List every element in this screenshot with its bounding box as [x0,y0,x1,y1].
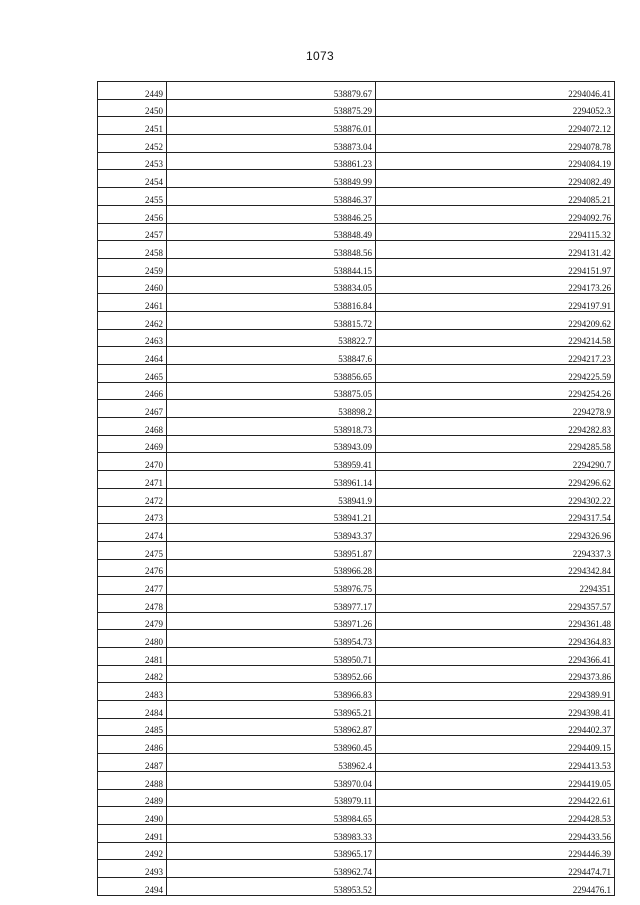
point-number-cell: 2483 [98,683,167,701]
table-row [98,789,615,807]
point-number-cell: 2489 [98,789,167,807]
y-coordinate-cell: 2294342.84 [376,559,615,577]
x-coordinate-cell: 538822.7 [167,329,376,347]
table-row [98,807,615,825]
point-number-cell: 2490 [98,807,167,825]
table-row [98,612,615,630]
y-coordinate-cell: 2294398.41 [376,701,615,719]
point-number-cell: 2457 [98,223,167,241]
point-number-cell: 2462 [98,311,167,329]
point-number-cell: 2493 [98,860,167,878]
table-row [98,683,615,701]
point-number-cell: 2465 [98,365,167,383]
x-coordinate-cell: 538966.83 [167,683,376,701]
table-row [98,223,615,241]
x-coordinate-cell: 538941.21 [167,506,376,524]
y-coordinate-cell: 2294278.9 [376,400,615,418]
point-number-cell: 2461 [98,294,167,312]
y-coordinate-cell: 2294422.61 [376,789,615,807]
x-coordinate-cell: 538876.01 [167,117,376,135]
y-coordinate-cell: 2294085.21 [376,188,615,206]
point-number-cell: 2481 [98,648,167,666]
table-row [98,435,615,453]
table-row [98,860,615,878]
point-number-cell: 2477 [98,577,167,595]
y-coordinate-cell: 2294302.22 [376,488,615,506]
x-coordinate-cell: 538984.65 [167,807,376,825]
table-row [98,506,615,524]
y-coordinate-cell: 2294433.56 [376,824,615,842]
table-row [98,736,615,754]
y-coordinate-cell: 2294082.49 [376,170,615,188]
point-number-cell: 2455 [98,188,167,206]
table-row [98,205,615,223]
table-row [98,294,615,312]
x-coordinate-cell: 538951.87 [167,541,376,559]
x-coordinate-cell: 538970.04 [167,771,376,789]
table-row [98,311,615,329]
point-number-cell: 2471 [98,471,167,489]
x-coordinate-cell: 538983.33 [167,824,376,842]
table-row [98,258,615,276]
x-coordinate-cell: 538941.9 [167,488,376,506]
x-coordinate-cell: 538961.14 [167,471,376,489]
y-coordinate-cell: 2294225.59 [376,365,615,383]
table-row [98,365,615,383]
y-coordinate-cell: 2294474.71 [376,860,615,878]
point-number-cell: 2463 [98,329,167,347]
point-number-cell: 2472 [98,488,167,506]
x-coordinate-cell: 538965.17 [167,842,376,860]
x-coordinate-cell: 538959.41 [167,453,376,471]
x-coordinate-cell: 538979.11 [167,789,376,807]
point-number-cell: 2479 [98,612,167,630]
table-row [98,418,615,436]
y-coordinate-cell: 2294131.42 [376,241,615,259]
point-number-cell: 2486 [98,736,167,754]
y-coordinate-cell: 2294364.83 [376,630,615,648]
x-coordinate-cell: 538815.72 [167,311,376,329]
table-row [98,99,615,117]
y-coordinate-cell: 2294409.15 [376,736,615,754]
x-coordinate-cell: 538971.26 [167,612,376,630]
point-number-cell: 2467 [98,400,167,418]
point-number-cell: 2454 [98,170,167,188]
x-coordinate-cell: 538847.6 [167,347,376,365]
x-coordinate-cell: 538844.15 [167,258,376,276]
point-number-cell: 2488 [98,771,167,789]
y-coordinate-cell: 2294072.12 [376,117,615,135]
table-row [98,453,615,471]
y-coordinate-cell: 2294326.96 [376,524,615,542]
y-coordinate-cell: 2294389.91 [376,683,615,701]
y-coordinate-cell: 2294052.3 [376,99,615,117]
y-coordinate-cell: 2294092.76 [376,205,615,223]
y-coordinate-cell: 2294361.48 [376,612,615,630]
table-row [98,152,615,170]
table-row [98,471,615,489]
y-coordinate-cell: 2294078.78 [376,135,615,153]
x-coordinate-cell: 538848.49 [167,223,376,241]
y-coordinate-cell: 2294351 [376,577,615,595]
y-coordinate-cell: 2294428.53 [376,807,615,825]
point-number-cell: 2470 [98,453,167,471]
table-body [98,82,615,896]
y-coordinate-cell: 2294285.58 [376,435,615,453]
table-row [98,170,615,188]
table-row [98,382,615,400]
y-coordinate-cell: 2294084.19 [376,152,615,170]
y-coordinate-cell: 2294254.26 [376,382,615,400]
x-coordinate-cell: 538953.52 [167,877,376,895]
table-row [98,329,615,347]
point-number-cell: 2480 [98,630,167,648]
table-row [98,701,615,719]
x-coordinate-cell: 538898.2 [167,400,376,418]
point-number-cell: 2478 [98,594,167,612]
table-row [98,665,615,683]
point-number-cell: 2452 [98,135,167,153]
x-coordinate-cell: 538849.99 [167,170,376,188]
y-coordinate-cell: 2294290.7 [376,453,615,471]
y-coordinate-cell: 2294366.41 [376,648,615,666]
y-coordinate-cell: 2294419.05 [376,771,615,789]
x-coordinate-cell: 538943.37 [167,524,376,542]
table-row [98,718,615,736]
point-number-cell: 2492 [98,842,167,860]
y-coordinate-cell: 2294151.97 [376,258,615,276]
point-number-cell: 2458 [98,241,167,259]
table-row [98,82,615,100]
y-coordinate-cell: 2294337.3 [376,541,615,559]
x-coordinate-cell: 538962.74 [167,860,376,878]
y-coordinate-cell: 2294357.57 [376,594,615,612]
x-coordinate-cell: 538873.04 [167,135,376,153]
point-number-cell: 2487 [98,754,167,772]
y-coordinate-cell: 2294214.58 [376,329,615,347]
point-number-cell: 2453 [98,152,167,170]
x-coordinate-cell: 538966.28 [167,559,376,577]
table-row [98,135,615,153]
point-number-cell: 2476 [98,559,167,577]
x-coordinate-cell: 538861.23 [167,152,376,170]
x-coordinate-cell: 538950.71 [167,648,376,666]
y-coordinate-cell: 2294413.53 [376,754,615,772]
point-number-cell: 2451 [98,117,167,135]
table-row [98,117,615,135]
y-coordinate-cell: 2294373.86 [376,665,615,683]
x-coordinate-cell: 538875.29 [167,99,376,117]
table-row [98,559,615,577]
table-row [98,594,615,612]
point-number-cell: 2473 [98,506,167,524]
point-number-cell: 2491 [98,824,167,842]
x-coordinate-cell: 538976.75 [167,577,376,595]
point-number-cell: 2456 [98,205,167,223]
point-number-cell: 2484 [98,701,167,719]
point-number-cell: 2482 [98,665,167,683]
x-coordinate-cell: 538848.56 [167,241,376,259]
table-row [98,824,615,842]
point-number-cell: 2469 [98,435,167,453]
x-coordinate-cell: 538977.17 [167,594,376,612]
point-number-cell: 2449 [98,82,167,100]
x-coordinate-cell: 538965.21 [167,701,376,719]
table-row [98,648,615,666]
y-coordinate-cell: 2294317.54 [376,506,615,524]
point-number-cell: 2485 [98,718,167,736]
table-row [98,347,615,365]
x-coordinate-cell: 538918.73 [167,418,376,436]
point-number-cell: 2450 [98,99,167,117]
table-row [98,241,615,259]
y-coordinate-cell: 2294446.39 [376,842,615,860]
table-row [98,842,615,860]
x-coordinate-cell: 538816.84 [167,294,376,312]
y-coordinate-cell: 2294173.26 [376,276,615,294]
point-number-cell: 2475 [98,541,167,559]
y-coordinate-cell: 2294402.37 [376,718,615,736]
y-coordinate-cell: 2294296.62 [376,471,615,489]
x-coordinate-cell: 538846.37 [167,188,376,206]
y-coordinate-cell: 2294476.1 [376,877,615,895]
point-number-cell: 2464 [98,347,167,365]
point-number-cell: 2468 [98,418,167,436]
x-coordinate-cell: 538875.05 [167,382,376,400]
y-coordinate-cell: 2294209.62 [376,311,615,329]
table-row [98,771,615,789]
y-coordinate-cell: 2294046.41 [376,82,615,100]
x-coordinate-cell: 538962.87 [167,718,376,736]
point-number-cell: 2459 [98,258,167,276]
x-coordinate-cell: 538879.67 [167,82,376,100]
x-coordinate-cell: 538943.09 [167,435,376,453]
x-coordinate-cell: 538834.05 [167,276,376,294]
x-coordinate-cell: 538952.66 [167,665,376,683]
y-coordinate-cell: 2294282.83 [376,418,615,436]
point-number-cell: 2466 [98,382,167,400]
page-number: 1073 [306,49,334,63]
point-number-cell: 2460 [98,276,167,294]
table-row [98,754,615,772]
table-row [98,877,615,895]
table-row [98,488,615,506]
table-row [98,577,615,595]
x-coordinate-cell: 538962.4 [167,754,376,772]
table-row [98,188,615,206]
table-row [98,541,615,559]
point-number-cell: 2494 [98,877,167,895]
table-row [98,400,615,418]
y-coordinate-cell: 2294115.32 [376,223,615,241]
y-coordinate-cell: 2294217.23 [376,347,615,365]
x-coordinate-cell: 538846.25 [167,205,376,223]
point-number-cell: 2474 [98,524,167,542]
y-coordinate-cell: 2294197.91 [376,294,615,312]
x-coordinate-cell: 538960.45 [167,736,376,754]
table-row [98,276,615,294]
x-coordinate-cell: 538856.65 [167,365,376,383]
coordinates-table [97,81,615,896]
x-coordinate-cell: 538954.73 [167,630,376,648]
table-row [98,524,615,542]
table-row [98,630,615,648]
